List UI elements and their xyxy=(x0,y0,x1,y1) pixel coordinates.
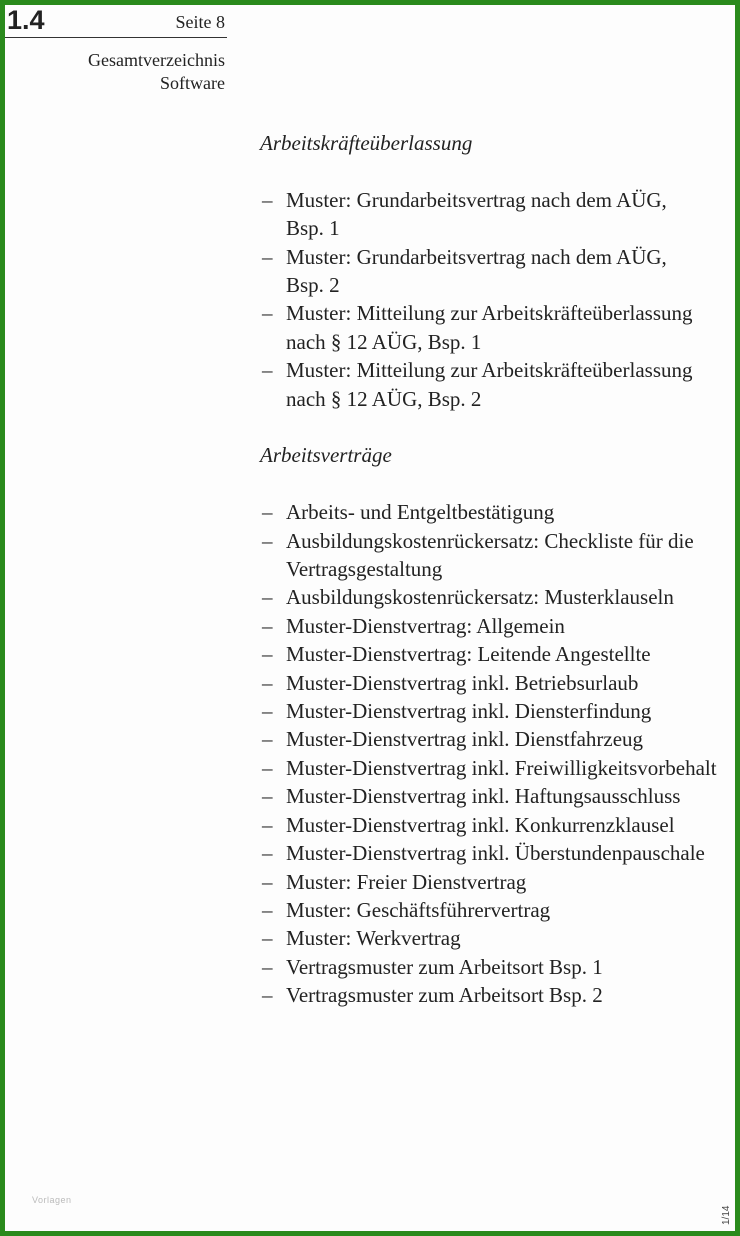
item-list xyxy=(260,186,740,413)
list-item xyxy=(260,782,740,810)
list-item-line: Bsp. 2 xyxy=(286,273,340,298)
list-item-line: Muster: Geschäftsführervertrag xyxy=(286,897,551,922)
dash-bullet: – xyxy=(262,528,273,553)
list-item xyxy=(260,498,740,526)
list-item xyxy=(260,669,740,697)
dash-bullet: – xyxy=(262,244,273,269)
list-item xyxy=(260,299,740,356)
list-item-line: Muster: Grundarbeitsvertrag nach dem AÜG, xyxy=(286,244,667,269)
list-item-line: nach § 12 AÜG, Bsp. 1 xyxy=(286,329,482,354)
dash-bullet: – xyxy=(262,869,273,894)
dash-bullet: – xyxy=(262,897,273,922)
chapter-number: 1.4 xyxy=(7,5,45,35)
list-item-line: Arbeits- und Entgeltbestätigung xyxy=(286,500,555,525)
page-number: Seite 8 xyxy=(175,12,225,32)
list-item-line: Muster-Dienstvertrag inkl. Dienstfahrzeug xyxy=(286,727,644,752)
dash-bullet: – xyxy=(262,585,273,610)
list-item xyxy=(260,896,740,924)
list-item xyxy=(260,924,740,952)
dash-bullet: – xyxy=(262,954,273,979)
list-item-line: Ausbildungskostenrückersatz: Musterklauseln xyxy=(286,585,674,610)
list-item xyxy=(260,356,740,413)
list-item-line: Bsp. 1 xyxy=(286,216,340,241)
list-item xyxy=(260,612,740,640)
list-item-line: Muster-Dienstvertrag inkl. Überstundenpauschale xyxy=(286,841,705,866)
dash-bullet: – xyxy=(262,642,273,667)
list-item-line: Muster: Werkvertrag xyxy=(286,926,461,951)
dash-bullet: – xyxy=(262,926,273,951)
dash-bullet: – xyxy=(262,187,273,212)
dash-bullet: – xyxy=(262,812,273,837)
heading-gap xyxy=(260,470,740,498)
list-item xyxy=(260,243,740,300)
list-item-line: Muster-Dienstvertrag inkl. Diensterfindung xyxy=(286,699,652,724)
list-item-line: Vertragsmuster zum Arbeitsort Bsp. 1 xyxy=(286,954,603,979)
list-item xyxy=(260,640,740,668)
list-item xyxy=(260,697,740,725)
section-heading: Arbeitskräfteüberlassung xyxy=(260,131,473,155)
item-list xyxy=(260,498,740,1009)
list-item xyxy=(260,527,740,584)
dash-bullet: – xyxy=(262,755,273,780)
footer-label: Vorlagen xyxy=(32,1195,72,1205)
list-item-line: Muster-Dienstvertrag inkl. Konkurrenzklausel xyxy=(286,812,675,837)
list-item-line: Muster: Freier Dienstvertrag xyxy=(286,869,527,894)
section-gap xyxy=(260,413,740,441)
list-item xyxy=(260,981,740,1009)
dash-bullet: – xyxy=(262,500,273,525)
dash-bullet: – xyxy=(262,301,273,326)
header-rule xyxy=(5,37,227,38)
list-item-line: Vertragsmuster zum Arbeitsort Bsp. 2 xyxy=(286,983,603,1008)
list-item-line: nach § 12 AÜG, Bsp. 2 xyxy=(286,386,482,411)
dash-bullet: – xyxy=(262,699,273,724)
list-item-line: Muster-Dienstvertrag inkl. Freiwilligkeitsvorbehalt xyxy=(286,755,717,780)
list-item-line: Ausbildungskostenrückersatz: Checkliste für die xyxy=(286,528,694,553)
list-item-line: Muster: Mitteilung zur Arbeitskräfteüberlassung xyxy=(286,301,693,326)
list-item-line: Muster-Dienstvertrag: Leitende Angestellte xyxy=(286,642,651,667)
list-item-line: Muster-Dienstvertrag inkl. Haftungsausschluss xyxy=(286,784,681,809)
list-item-line: Vertragsgestaltung xyxy=(286,557,443,582)
section-label xyxy=(88,49,225,95)
list-item-line: Muster-Dienstvertrag inkl. Betriebsurlaub xyxy=(286,670,639,695)
list-item xyxy=(260,725,740,753)
list-item xyxy=(260,953,740,981)
list-item-line: Muster: Grundarbeitsvertrag nach dem AÜG, xyxy=(286,187,667,212)
list-item xyxy=(260,839,740,867)
list-item xyxy=(260,186,740,243)
list-item-line: Muster: Mitteilung zur Arbeitskräfteüberlassung xyxy=(286,358,693,383)
dash-bullet: – xyxy=(262,358,273,383)
footer-page-code: 1/14 xyxy=(721,1205,732,1225)
dash-bullet: – xyxy=(262,841,273,866)
content-area xyxy=(260,129,740,1010)
section-label-line-2: Software xyxy=(160,73,225,93)
list-item xyxy=(260,583,740,611)
heading-gap xyxy=(260,157,740,185)
dash-bullet: – xyxy=(262,983,273,1008)
dash-bullet: – xyxy=(262,670,273,695)
section-heading: Arbeitsverträge xyxy=(260,443,392,468)
list-item xyxy=(260,754,740,782)
dash-bullet: – xyxy=(262,784,273,809)
dash-bullet: – xyxy=(262,613,273,638)
list-item-line: Muster-Dienstvertrag: Allgemein xyxy=(286,613,565,638)
list-item xyxy=(260,811,740,839)
section-label-line-1: Gesamtverzeichnis xyxy=(88,50,225,70)
list-item xyxy=(260,868,740,896)
dash-bullet: – xyxy=(262,727,273,752)
